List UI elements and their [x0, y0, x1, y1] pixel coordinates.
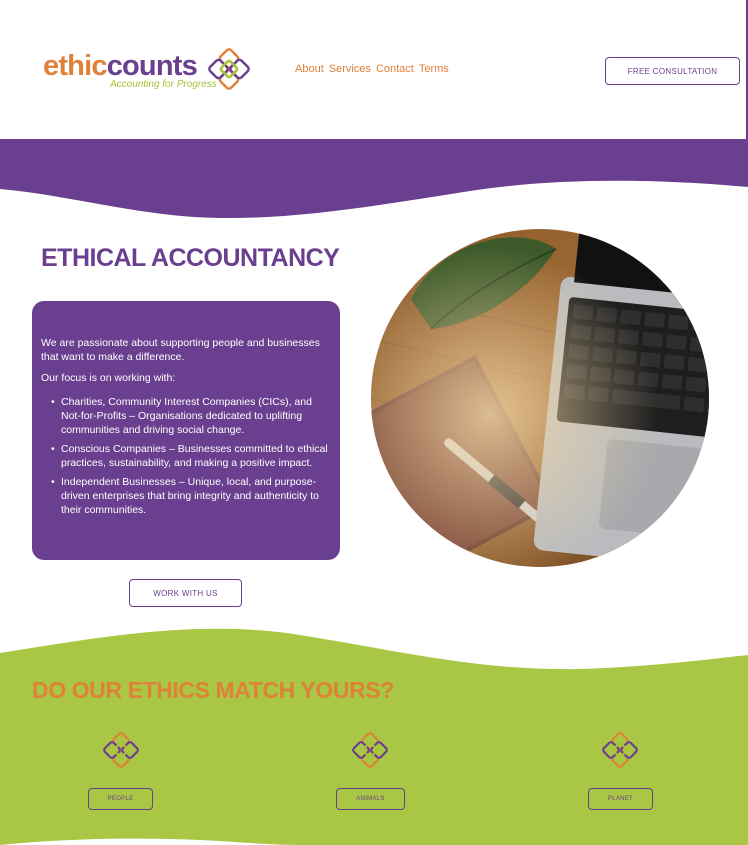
- logo-counts: counts: [106, 50, 197, 82]
- nav-terms[interactable]: Terms: [418, 63, 449, 75]
- intro-text: We are passionate about supporting people and businesses that want to make a difference.: [41, 337, 320, 363]
- list-item: • Independent Businesses – Unique, local, and purpose-driven enterprises that bring integrity and authenticity to their communities.: [41, 475, 330, 517]
- site-header: [0, 0, 748, 139]
- knot-icon: [352, 732, 388, 768]
- list-item: • Charities, Community Interest Companies (CICs), and Not-for-Profits – Organisations dedicated to uplifting communities and driving social change.: [41, 395, 330, 437]
- nav-services[interactable]: Services: [328, 63, 371, 75]
- logo-tagline: Accounting for Progress: [110, 79, 217, 90]
- main-nav: [295, 63, 449, 75]
- people-button[interactable]: PEOPLE: [88, 788, 153, 810]
- animals-button[interactable]: ANIMALS: [336, 788, 405, 810]
- free-consultation-button[interactable]: FREE CONSULTATION: [605, 57, 740, 85]
- logo-ethic: ethic: [43, 50, 107, 82]
- focus-list: [41, 395, 330, 517]
- nav-about[interactable]: About: [295, 63, 324, 75]
- purple-wave-divider: [0, 139, 748, 224]
- knot-icon: [602, 732, 638, 768]
- knot-icon: [103, 732, 139, 768]
- work-with-us-button[interactable]: WORK WITH US: [129, 579, 242, 607]
- planet-button[interactable]: PLANET: [588, 788, 653, 810]
- focus-text: Our focus is on working with:: [41, 372, 176, 384]
- ethics-title: DO OUR ETHICS MATCH YOURS?: [32, 677, 394, 703]
- laptop-desk-image: [371, 229, 709, 567]
- hero-title: ETHICAL ACCOUNTANCY: [41, 244, 340, 272]
- logo[interactable]: [43, 48, 253, 96]
- nav-contact[interactable]: Contact: [375, 63, 414, 75]
- hero-photo: [371, 229, 709, 567]
- knot-icon: [208, 48, 250, 90]
- list-item: • Conscious Companies – Businesses committed to ethical practices, sustainability, and making a positive impact.: [41, 442, 330, 470]
- intro-card: [32, 301, 340, 560]
